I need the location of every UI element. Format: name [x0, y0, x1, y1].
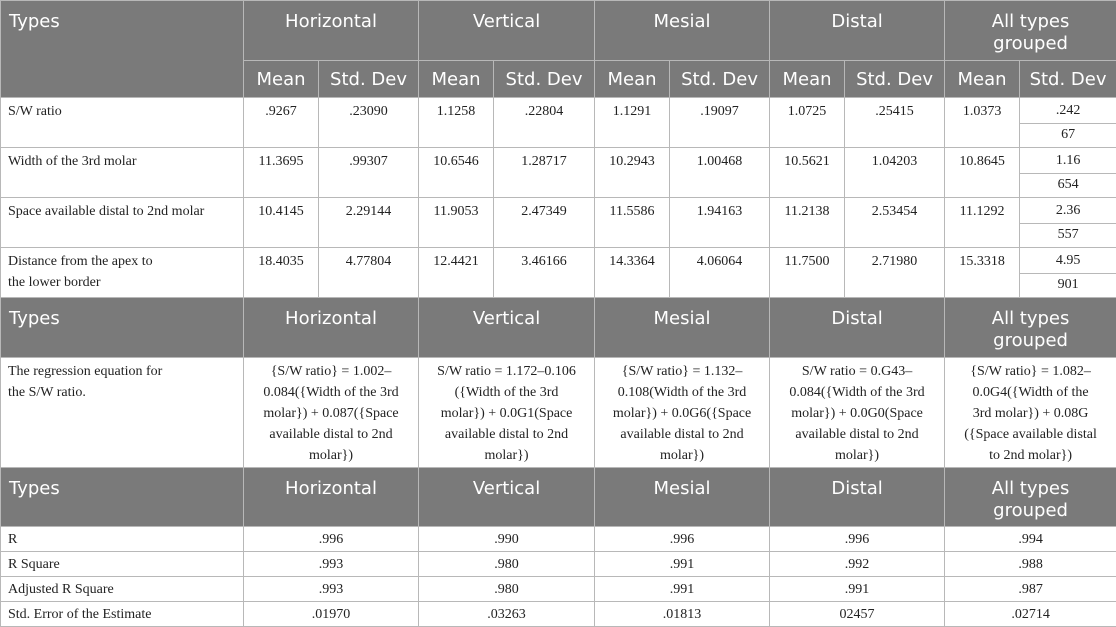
distal-header: Distal: [770, 298, 945, 358]
table-row: [1, 148, 1116, 198]
table-cell: 1.28717: [494, 148, 595, 198]
table-cell: 2.71980: [845, 248, 945, 298]
table-cell: .23090: [319, 98, 419, 148]
table-cell: 1.1291: [595, 98, 670, 148]
table-cell: 1.0725: [770, 98, 845, 148]
row-label: Distance from the apex to the lower border: [1, 248, 244, 298]
table-cell: .991: [595, 577, 770, 602]
table-cell: 14.3364: [595, 248, 670, 298]
horizontal-header: Horizontal: [244, 468, 419, 527]
table-cell: .9267: [244, 98, 319, 148]
header-row: [1, 468, 1116, 527]
table-cell: 2.53454: [845, 198, 945, 248]
table-cell: 2.29144: [319, 198, 419, 248]
types-header: Types: [1, 298, 244, 358]
table-cell: 1.0373: [945, 98, 1020, 148]
row-label: Space available distal to 2nd molar: [1, 198, 244, 248]
regression-equation-horizontal: {S/W ratio} = 1.002– 0.084({Width of the 3rd molar}) + 0.087({Space available distal to 2nd molar}): [244, 358, 419, 468]
table-cell: 3.46166: [494, 248, 595, 298]
table-cell: .993: [244, 577, 419, 602]
horizontal-header: Horizontal: [244, 1, 419, 61]
mesial-header: Mesial: [595, 298, 770, 358]
table-cell: .996: [244, 527, 419, 552]
table-cell: 1.04203: [845, 148, 945, 198]
table-row: [1, 577, 1116, 602]
table-cell: 4.06064: [670, 248, 770, 298]
table-row: [1, 98, 1116, 148]
header-row: [1, 298, 1116, 358]
header-row: [1, 1, 1116, 61]
table-cell: 11.9053: [419, 198, 494, 248]
horizontal-header: Horizontal: [244, 298, 419, 358]
mean-header: Mean: [595, 61, 670, 98]
split-cell: .242 67: [1020, 98, 1116, 148]
row-label: S/W ratio: [1, 98, 244, 148]
mean-header: Mean: [244, 61, 319, 98]
all-types-header: All types grouped: [945, 468, 1116, 527]
row-label: R: [1, 527, 244, 552]
table-cell: .99307: [319, 148, 419, 198]
regression-row: [1, 358, 1116, 468]
table-cell: 12.4421: [419, 248, 494, 298]
table-cell: 02457: [770, 602, 945, 627]
std-header: Std. Dev: [319, 61, 419, 98]
table-cell: .01970: [244, 602, 419, 627]
table-cell: .988: [945, 552, 1116, 577]
table-cell: .980: [419, 577, 595, 602]
mean-header: Mean: [770, 61, 845, 98]
table-cell: 1.1258: [419, 98, 494, 148]
row-label: Width of the 3rd molar: [1, 148, 244, 198]
regression-equation-all: {S/W ratio} = 1.082– 0.0G4({Width of the 3rd molar}) + 0.08G ({Space available distal to 2nd molar}): [945, 358, 1116, 468]
table-cell: 11.5586: [595, 198, 670, 248]
std-header: Std. Dev: [1020, 61, 1116, 98]
regression-equation-distal: S/W ratio = 0.G43– 0.084({Width of the 3rd molar}) + 0.0G0(Space available distal to 2nd molar}): [770, 358, 945, 468]
table-cell: .993: [244, 552, 419, 577]
table-row: [1, 527, 1116, 552]
table-row: [1, 198, 1116, 248]
row-label: Std. Error of the Estimate: [1, 602, 244, 627]
distal-header: Distal: [770, 468, 945, 527]
table-cell: .996: [595, 527, 770, 552]
table-row: [1, 552, 1116, 577]
types-header: Types: [1, 468, 244, 527]
vertical-header: Vertical: [419, 468, 595, 527]
table-cell: 1.94163: [670, 198, 770, 248]
split-cell: 2.36 557: [1020, 198, 1116, 248]
mean-header: Mean: [945, 61, 1020, 98]
table-cell: .996: [770, 527, 945, 552]
vertical-header: Vertical: [419, 1, 595, 61]
table-cell: 11.1292: [945, 198, 1020, 248]
table-cell: 11.2138: [770, 198, 845, 248]
table-cell: .990: [419, 527, 595, 552]
std-header: Std. Dev: [845, 61, 945, 98]
table-cell: .991: [595, 552, 770, 577]
mesial-header: Mesial: [595, 1, 770, 61]
table-cell: 10.8645: [945, 148, 1020, 198]
table-cell: .980: [419, 552, 595, 577]
all-types-header: All types grouped: [945, 298, 1116, 358]
table-cell: .992: [770, 552, 945, 577]
table-cell: .02714: [945, 602, 1116, 627]
regression-equation-mesial: {S/W ratio} = 1.132– 0.108(Width of the 3rd molar}) + 0.0G6({Space available distal to 2nd molar}): [595, 358, 770, 468]
distal-header: Distal: [770, 1, 945, 61]
table-cell: .994: [945, 527, 1116, 552]
table-cell: .991: [770, 577, 945, 602]
split-cell: 1.16 654: [1020, 148, 1116, 198]
table-cell: 11.7500: [770, 248, 845, 298]
split-cell: 4.95 901: [1020, 248, 1116, 298]
vertical-header: Vertical: [419, 298, 595, 358]
std-header: Std. Dev: [670, 61, 770, 98]
table-row: [1, 248, 1116, 298]
all-types-header: All types grouped: [945, 1, 1116, 61]
row-label: R Square: [1, 552, 244, 577]
table-cell: .19097: [670, 98, 770, 148]
regression-equation-vertical: S/W ratio = 1.172–0.106 ({Width of the 3rd molar}) + 0.0G1(Space available distal to 2nd molar}): [419, 358, 595, 468]
table-cell: 10.6546: [419, 148, 494, 198]
table-cell: .03263: [419, 602, 595, 627]
row-label: Adjusted R Square: [1, 577, 244, 602]
regression-label: The regression equation for the S/W ratio.: [1, 358, 244, 468]
table-cell: .987: [945, 577, 1116, 602]
table-cell: 15.3318: [945, 248, 1020, 298]
mesial-header: Mesial: [595, 468, 770, 527]
table-cell: 10.4145: [244, 198, 319, 248]
table-cell: 10.5621: [770, 148, 845, 198]
std-header: Std. Dev: [494, 61, 595, 98]
table-cell: .25415: [845, 98, 945, 148]
table-cell: 18.4035: [244, 248, 319, 298]
table-cell: 10.2943: [595, 148, 670, 198]
mean-header: Mean: [419, 61, 494, 98]
table-cell: 4.77804: [319, 248, 419, 298]
table-row: [1, 602, 1116, 627]
table-cell: 11.3695: [244, 148, 319, 198]
table-cell: 2.47349: [494, 198, 595, 248]
types-header: Types: [1, 1, 244, 98]
table-cell: 1.00468: [670, 148, 770, 198]
table-cell: .22804: [494, 98, 595, 148]
table-cell: .01813: [595, 602, 770, 627]
